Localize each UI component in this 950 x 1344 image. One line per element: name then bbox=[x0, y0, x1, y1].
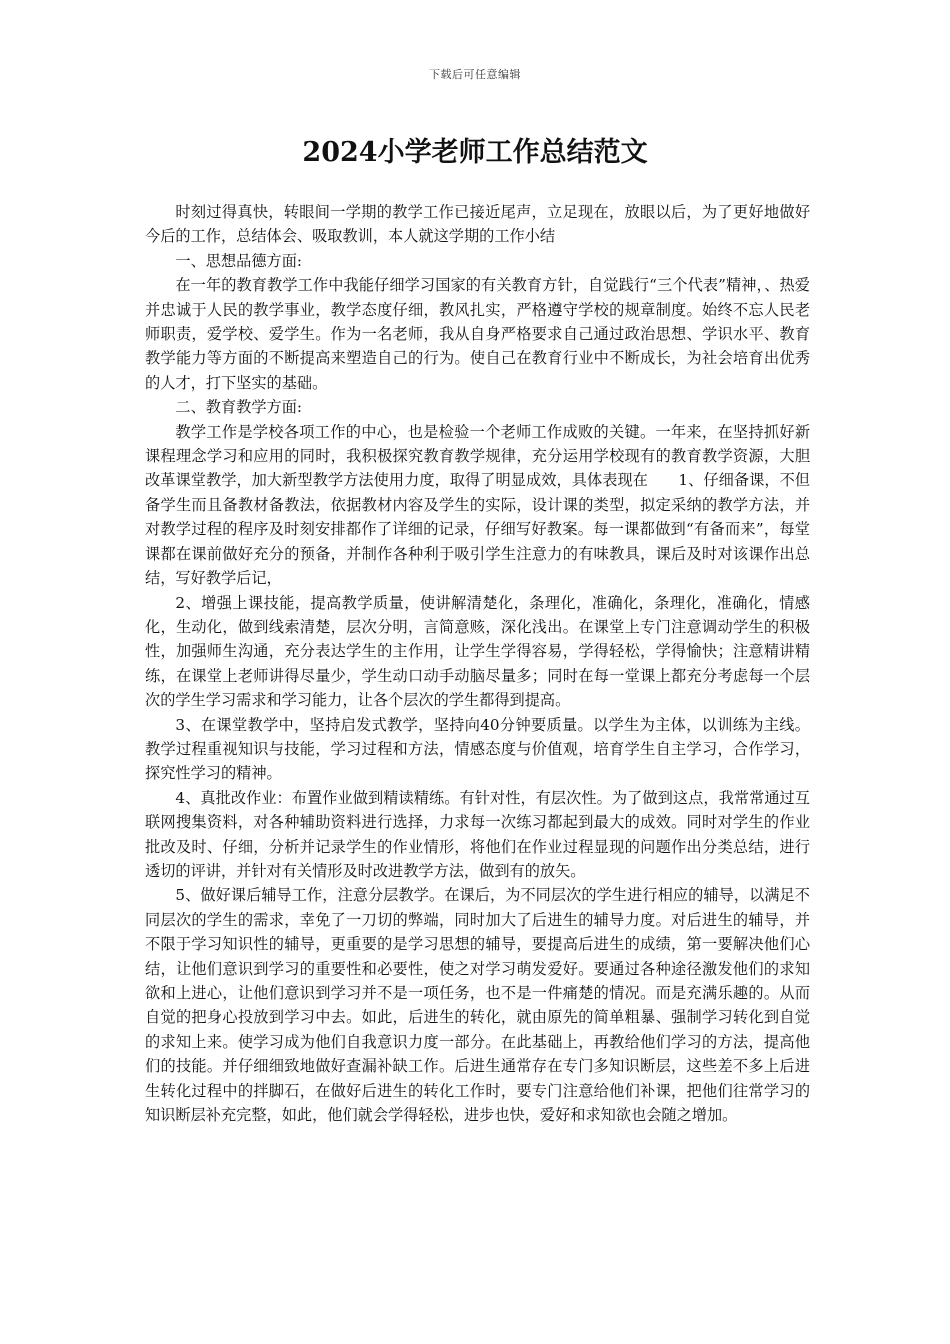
section-heading-teaching: 二、教育教学方面: bbox=[175, 398, 303, 417]
paragraph-item-3: 3、在课堂教学中，坚持启发式教学，坚持向40分钟要质量。以学生为主体，以训练为主线。教学过程重视知识与技能，学习过程和方法，情感态度与价值观，培育学生自主学习，合作学习，探究性学习的精神。 bbox=[145, 715, 810, 783]
paragraph-item-2: 2、增强上课技能，提高教学质量，使讲解清楚化，条理化，准确化，条理化，准确化，情感化，生动化，做到线索清楚，层次分明，言简意赅，深化浅出。在课堂上专门注意调动学生的积极性，加强师生沟通，充分表达学生的主作用，让学生学得容易，学得轻松，学得愉快；注意精讲精练，在课堂上老师讲得尽量少，学生动口动手动脑尽量多；同时在每一堂课上都充分考虑每一个层次的学生学习需求和学习能力，让各个层次的学生都得到提高。 bbox=[145, 593, 810, 710]
paragraph-item-5: 5、做好课后辅导工作，注意分层教学。在课后，为不同层次的学生进行相应的辅导，以满足不同层次的学生的需求，幸免了一刀切的弊端，同时加大了后进生的辅导力度。对后进生的辅导，并不限于学习知识性的辅导，更重要的是学习思想的辅导，要提高后进生的成绩，第一要解决他们心结，让他们意识到学习的重要性和必要性，使之对学习萌发爱好。要通过各种途径激发他们的求知欲和上进心，让他们意识到学习并不是一项任务，也不是一件痛楚的情况。而是充满乐趣的。从而自觉的把身心投放到学习中去。如此，后进生的转化，就由原先的简单粗暴、强制学习转化到自觉的求知上来。使学习成为他们自我意识力度一部分。在此基础上，再教给他们学习的方法，提高他们的技能。并仔细细致地做好查漏补缺工作。后进生通常存在专门多知识断层，这些差不多上后进生转化过程中的拌脚石，在做好后进生的转化工作时，要专门注意给他们补课，把他们往常学习的知识断层补充完整，如此，他们就会学得轻松，进步也快，爱好和求知欲也会随之增加。 bbox=[145, 886, 810, 1125]
document-title: 2024小学老师工作总结范文 bbox=[302, 137, 648, 168]
header-note: 下载后可任意编辑 bbox=[429, 68, 521, 81]
paragraph-intro: 时刻过得真快，转眼间一学期的教学工作已接近尾声，立足现在，放眼以后，为了更好地做好今后的工作，总结体会、吸取教训，本人就这学期的工作小结 bbox=[145, 203, 810, 246]
paragraph-moral: 在一年的教育教学工作中我能仔细学习国家的有关教育方针，自觉践行“三个代表”精神，、热爱并忠诚于人民的教学事业，教学态度仔细，教风扎实，严格遵守学校的规章制度。始终不忘人民老师职责，爱学校、爱学生。作为一名老师，我从自身严格要求自己通过政治思想、学识水平、教育教学能力等方面的不断提高来塑造自己的行为。使自己在教育行业中不断成长，为社会培育出优秀的人才，打下坚实的基础。 bbox=[145, 276, 810, 392]
section-heading-moral: 一、思想品德方面: bbox=[175, 251, 303, 270]
paragraph-item-4: 4、真批改作业：布置作业做到精读精练。有针对性，有层次性。为了做到这点，我常常通过互联网搜集资料，对各种辅助资料进行选择，力求每一次练习都起到最大的成效。同时对学生的作业批改及时、仔细，分析并记录学生的作业情形，将他们在作业过程显现的问题作出分类总结，进行透切的评讲，并针对有关情形及时改进教学方法，做到有的放矢。 bbox=[145, 788, 810, 880]
paragraph-teaching: 教学工作是学校各项工作的中心，也是检验一个老师工作成败的关键。一年来，在坚持抓好新课程理念学习和应用的同时，我积极探究教育教学规律，充分运用学校现有的教育教学资源，大胆改革课堂教学，加大新型教学方法使用力度，取得了明显成效，具体表现在 1、仔细备课，不但备学生而且备教材备教法，依据教材内容及学生的实际，设计课的类型，拟定采纳的教学方法，并对教学过程的程序及时刻安排都作了详细的记录，仔细写好教案。每一课都做到“有备而来”，每堂课都在课前做好充分的预备，并制作各种利于吸引学生注意力的有味教具，课后及时对该课作出总结，写好教学后记， bbox=[145, 422, 810, 588]
document-body bbox=[145, 200, 810, 1127]
